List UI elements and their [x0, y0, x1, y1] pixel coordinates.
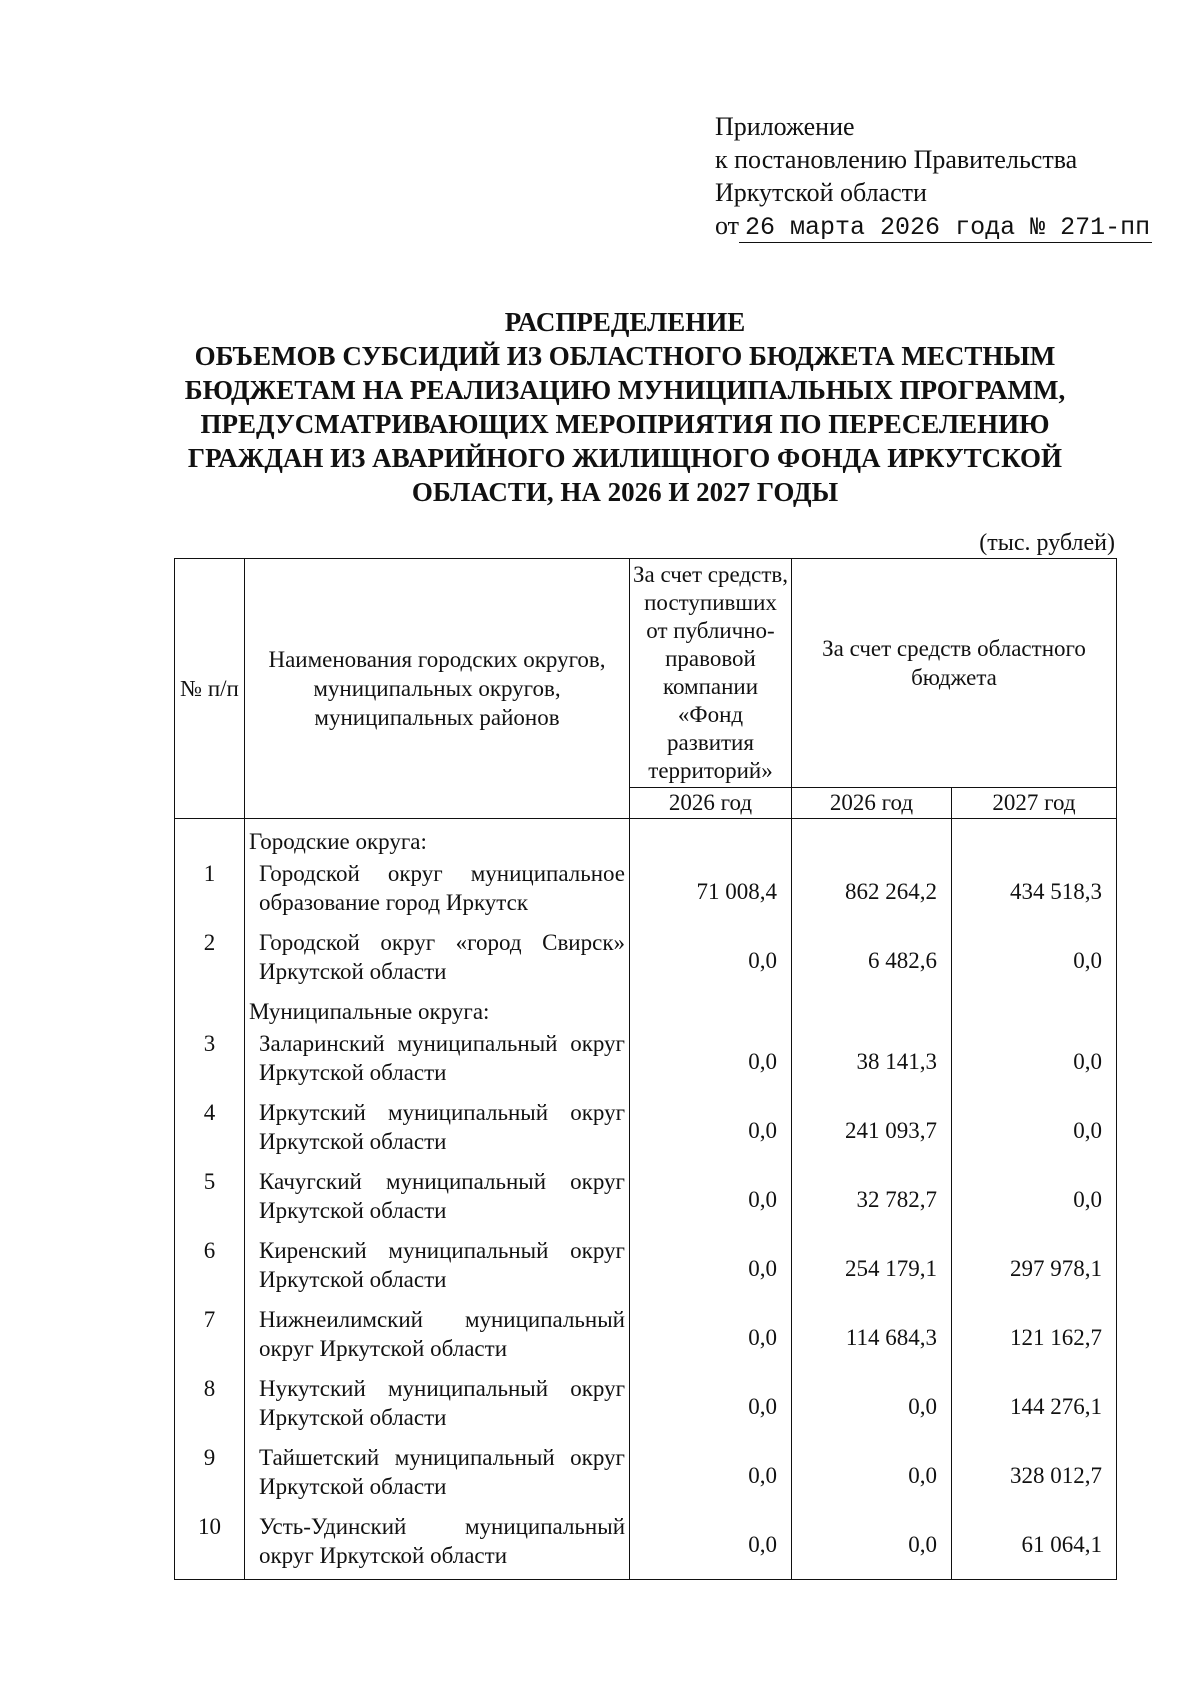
table-row: [175, 926, 1117, 995]
title-line-4: ПРЕДУСМАТРИВАЮЩИХ МЕРОПРИЯТИЯ ПО ПЕРЕСЕЛЕНИЮ: [200, 409, 1050, 439]
row-num: 4: [175, 1096, 245, 1165]
resolution-date-number: 26 марта 2026 года № 271-пп: [739, 214, 1152, 243]
header-year-fund-2026: 2026 год: [630, 788, 792, 819]
appendix-line-1: Приложение: [715, 112, 855, 141]
row-num: 9: [175, 1441, 245, 1510]
row-name: Киренский муниципальный округ Иркутской области: [245, 1234, 630, 1303]
appendix-line-3: Иркутской области: [715, 178, 927, 207]
row-regional-2026: 32 782,7: [792, 1165, 952, 1234]
row-num: 6: [175, 1234, 245, 1303]
appendix-block: [715, 110, 1152, 243]
row-regional-2027: 0,0: [952, 926, 1117, 995]
table-row: [175, 1510, 1117, 1580]
row-regional-2027: 61 064,1: [952, 1510, 1117, 1580]
row-fund-2026: 71 008,4: [630, 857, 792, 926]
row-regional-2027: 121 162,7: [952, 1303, 1117, 1372]
row-regional-2026: 862 264,2: [792, 857, 952, 926]
header-regional: За счет средств областного бюджета: [792, 559, 1117, 788]
row-name: Усть-Удинский муниципальный округ Иркутской области: [245, 1510, 630, 1580]
date-prefix: от: [715, 211, 740, 240]
row-num: 5: [175, 1165, 245, 1234]
row-regional-2027: 297 978,1: [952, 1234, 1117, 1303]
row-regional-2027: 0,0: [952, 1096, 1117, 1165]
row-fund-2026: 0,0: [630, 1234, 792, 1303]
appendix-line-2: к постановлению Правительства: [715, 145, 1078, 174]
row-regional-2027: 328 012,7: [952, 1441, 1117, 1510]
row-regional-2027: 144 276,1: [952, 1372, 1117, 1441]
row-regional-2026: 38 141,3: [792, 1027, 952, 1096]
row-fund-2026: 0,0: [630, 1303, 792, 1372]
row-name: Качугский муниципальный округ Иркутской области: [245, 1165, 630, 1234]
header-num: № п/п: [175, 559, 245, 819]
row-regional-2027: 0,0: [952, 1165, 1117, 1234]
title-line-3: БЮДЖЕТАМ НА РЕАЛИЗАЦИЮ МУНИЦИПАЛЬНЫХ ПРОГРАММ,: [184, 375, 1066, 405]
row-fund-2026: 0,0: [630, 1027, 792, 1096]
section-row-urban: [175, 819, 1117, 858]
section-label-urban: Городские округа:: [245, 819, 630, 858]
row-regional-2026: 0,0: [792, 1372, 952, 1441]
row-fund-2026: 0,0: [630, 1510, 792, 1580]
row-fund-2026: 0,0: [630, 1096, 792, 1165]
title-line-5: ГРАЖДАН ИЗ АВАРИЙНОГО ЖИЛИЩНОГО ФОНДА ИРКУТСКОЙ: [187, 443, 1063, 473]
row-num: 10: [175, 1510, 245, 1580]
row-fund-2026: 0,0: [630, 1165, 792, 1234]
row-num: 1: [175, 857, 245, 926]
table-row: [175, 1441, 1117, 1510]
header-year-regional-2026: 2026 год: [792, 788, 952, 819]
row-name: Городской округ муниципальное образование город Иркутск: [245, 857, 630, 926]
table-row: [175, 1234, 1117, 1303]
table-row: [175, 1027, 1117, 1096]
row-name: Нукутский муниципальный округ Иркутской области: [245, 1372, 630, 1441]
row-regional-2026: 254 179,1: [792, 1234, 952, 1303]
title-line-6: ОБЛАСТИ, НА 2026 И 2027 ГОДЫ: [411, 477, 839, 507]
row-regional-2027: 434 518,3: [952, 857, 1117, 926]
row-fund-2026: 0,0: [630, 1372, 792, 1441]
table-row: [175, 1303, 1117, 1372]
row-num: 3: [175, 1027, 245, 1096]
row-num: 2: [175, 926, 245, 995]
row-regional-2027: 0,0: [952, 1027, 1117, 1096]
units-note: (тыс. рублей): [979, 530, 1115, 556]
title-line-1: РАСПРЕДЕЛЕНИЕ: [504, 307, 746, 337]
section-label-municipal: Муниципальные округа:: [245, 995, 630, 1027]
row-regional-2026: 0,0: [792, 1510, 952, 1580]
row-name: Тайшетский муниципальный округ Иркутской области: [245, 1441, 630, 1510]
document-title: [150, 305, 1100, 509]
row-num: 7: [175, 1303, 245, 1372]
row-name: Иркутский муниципальный округ Иркутской области: [245, 1096, 630, 1165]
header-fund: За счет средств, поступивших от публично-правовой компании «Фонд развития территорий»: [630, 559, 792, 788]
row-fund-2026: 0,0: [630, 1441, 792, 1510]
appendix-date-line: [715, 209, 1152, 243]
row-name: Заларинский муниципальный округ Иркутской области: [245, 1027, 630, 1096]
table-row: [175, 1165, 1117, 1234]
row-regional-2026: 0,0: [792, 1441, 952, 1510]
header-year-regional-2027: 2027 год: [952, 788, 1117, 819]
table-row: [175, 1096, 1117, 1165]
row-regional-2026: 6 482,6: [792, 926, 952, 995]
subsidy-table: [174, 558, 1117, 1580]
row-regional-2026: 241 093,7: [792, 1096, 952, 1165]
header-names: Наименования городских округов, муниципальных округов, муниципальных районов: [245, 559, 630, 819]
row-num: 8: [175, 1372, 245, 1441]
row-fund-2026: 0,0: [630, 926, 792, 995]
row-regional-2026: 114 684,3: [792, 1303, 952, 1372]
row-name: Нижнеилимский муниципальный округ Иркутской области: [245, 1303, 630, 1372]
row-name: Городской округ «город Свирск» Иркутской области: [245, 926, 630, 995]
title-line-2: ОБЪЕМОВ СУБСИДИЙ ИЗ ОБЛАСТНОГО БЮДЖЕТА МЕСТНЫМ: [194, 341, 1056, 371]
table-row: [175, 1372, 1117, 1441]
table-row: [175, 857, 1117, 926]
section-row-municipal: [175, 995, 1117, 1027]
